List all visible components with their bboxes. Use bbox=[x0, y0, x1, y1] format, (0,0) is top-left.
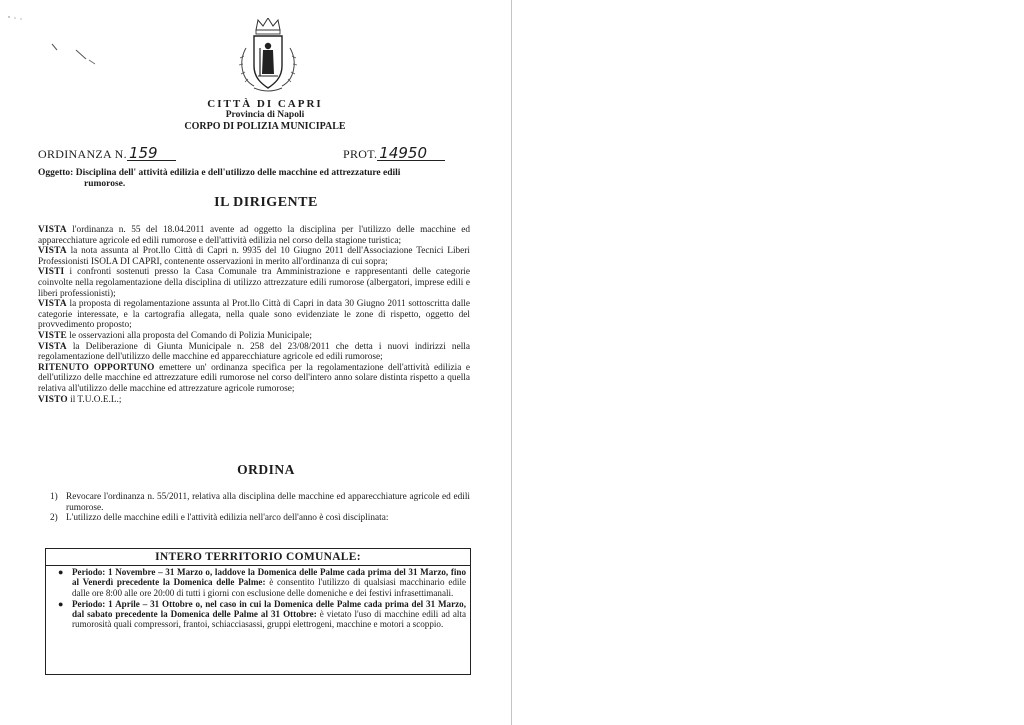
recital-text: emettere un' ordinanza specifica per la regolamentazione dell'attività edilizia e dell'utilizzo delle macchine ed attrezzature edili rumorose nel corso dell'intero anno solare distinta rispetto a quella relativa all'utilizzo delle macchine ed attrezzature agricole rumorose; bbox=[38, 362, 470, 394]
province-name: Provincia di Napoli bbox=[225, 110, 305, 120]
protocol-number-line bbox=[343, 146, 445, 162]
recital-text: l'ordinanza n. 55 del 18.04.2011 avente ad oggetto la disciplina per l'utilizzo delle macchine ed apparecchiature agricole ed edili rumorose e dell'attività edilizia nel corso della stagione turistica; bbox=[38, 225, 470, 246]
period-text: è consentito l'utilizzo di qualsiasi macchinario edile dalle ore 8:00 alle ore 20:00 di tutti i giorni con esclusione delle domeniche e dei festivi infrasettimanali. bbox=[72, 577, 467, 598]
period-heading: Periodo: 1 Novembre – 31 Marzo o, laddove la Domenica delle Palme cada prima del 31 Marzo, fino al Venerdì precedente la Domenica delle Palme: bbox=[72, 567, 466, 588]
recital-keyword: RITENUTO OPPORTUNO bbox=[38, 362, 155, 373]
protocol-label: PROT. bbox=[343, 147, 378, 161]
recital-paragraph bbox=[38, 331, 470, 342]
recital-keyword: VISTA bbox=[38, 225, 67, 235]
recital-paragraph bbox=[38, 363, 470, 395]
recital-keyword: VISTA bbox=[38, 246, 67, 257]
ordinance-label: ORDINANZA N. bbox=[38, 147, 127, 161]
recital-text: la Deliberazione di Giunta Municipale n. 258 del 23/08/2011 che detta i nuovi indirizzi nella regolamentazione dell'utilizzo delle macchine ed apparecchiature agricole ed edili rumorose; bbox=[38, 341, 470, 363]
orders-list bbox=[50, 492, 470, 524]
order-number: 1) bbox=[50, 492, 58, 502]
recital-text: la nota assunta al Prot.llo Città di Capri n. 9935 del 10 Giugno 2011 dell'Associazione Tecnici Liberi Professionisti ISOLA DI CAPRI, contenente osservazioni in merito all'ordinanza di cui sopra; bbox=[38, 246, 470, 267]
recital-text: le osservazioni alla proposta del Comando di Polizia Municipale; bbox=[69, 330, 312, 341]
ordinance-number-line bbox=[38, 146, 176, 162]
list-item bbox=[58, 567, 466, 598]
capri-coat-of-arms bbox=[236, 18, 300, 96]
recital-paragraph bbox=[38, 246, 470, 267]
recital-paragraph bbox=[38, 395, 470, 406]
recital-paragraph bbox=[38, 299, 470, 331]
recital-keyword: VISTA bbox=[38, 299, 67, 310]
list-item bbox=[58, 599, 466, 630]
list-item bbox=[50, 513, 470, 524]
recital-text: la proposta di regolamentazione assunta al Prot.llo Città di Capri in data 30 Giugno 2011 sottoscritta dalle categorie interessate, e la cartografia allegata, nella quale sono evidenziate le zone di rispetto, oggetto del provvedimento proposto; bbox=[38, 299, 471, 331]
box-title: INTERO TERRITORIO COMUNALE: bbox=[46, 549, 470, 566]
recital-keyword: VISTA bbox=[38, 341, 67, 352]
bullet-icon: ● bbox=[58, 567, 64, 577]
subject-line-2: rumorose. bbox=[84, 179, 126, 189]
order-number: 2) bbox=[50, 513, 58, 524]
recital-text: il T.U.O.E.L.; bbox=[70, 394, 122, 405]
recital-paragraph bbox=[38, 342, 470, 363]
recital-keyword: VISTI bbox=[38, 267, 65, 278]
list-item bbox=[50, 492, 470, 513]
recital-keyword: VISTO bbox=[38, 394, 68, 405]
recital-text: i confronti sostenuti presso la Casa Comunale tra Amministrazione e rappresentanti delle categorie coinvolte nella regolamentazione della disciplina di utilizzo attrezzature edili rumorose (albergatori, imprese edili e liberi professionisti); bbox=[38, 267, 470, 299]
ordinance-number: 159 bbox=[127, 146, 176, 161]
order-text: Revocare l'ordinanza n. 55/2011, relativa alla disciplina delle macchine ed apparecchiature agricole ed edili rumorose. bbox=[66, 492, 470, 513]
bullet-icon: ● bbox=[58, 598, 64, 609]
recitals bbox=[38, 225, 470, 405]
box-items bbox=[46, 566, 470, 630]
department-name: CORPO DI POLIZIA MUNICIPALE bbox=[184, 121, 346, 132]
protocol-number: 14950 bbox=[377, 146, 445, 161]
territory-rules-box bbox=[45, 548, 471, 675]
heading-dirigente: IL DIRIGENTE bbox=[214, 195, 318, 210]
subject-label: Oggetto: bbox=[38, 168, 74, 178]
subject bbox=[38, 168, 470, 190]
scan-specks bbox=[0, 0, 120, 80]
heading-ordina: ORDINA bbox=[237, 462, 295, 477]
order-text: L'utilizzo delle macchine edili e l'attività edilizia nell'arco dell'anno è così disciplinata: bbox=[66, 513, 389, 524]
recital-paragraph bbox=[38, 267, 470, 299]
blank-right-page bbox=[512, 0, 1024, 725]
period-text: è vietato l'uso di macchine edili ad alta rumorosità quali compressori, frantoi, schiacciasassi, gruppi elettrogeni, macchine e motori a scoppio. bbox=[72, 609, 467, 630]
recital-keyword: VISTE bbox=[38, 330, 67, 341]
city-name: CITTÀ DI CAPRI bbox=[207, 98, 323, 110]
recital-paragraph bbox=[38, 225, 470, 246]
period-heading: Periodo: 1 Aprile – 31 Ottobre o, nel caso in cui la Domenica delle Palme cada prima del 31 Marzo, dal sabato precedente la Domenica delle Palme al 31 Ottobre: bbox=[72, 598, 466, 620]
subject-line-1: Disciplina dell' attività edilizia e dell'utilizzo delle macchine ed attrezzature edili bbox=[75, 168, 401, 178]
